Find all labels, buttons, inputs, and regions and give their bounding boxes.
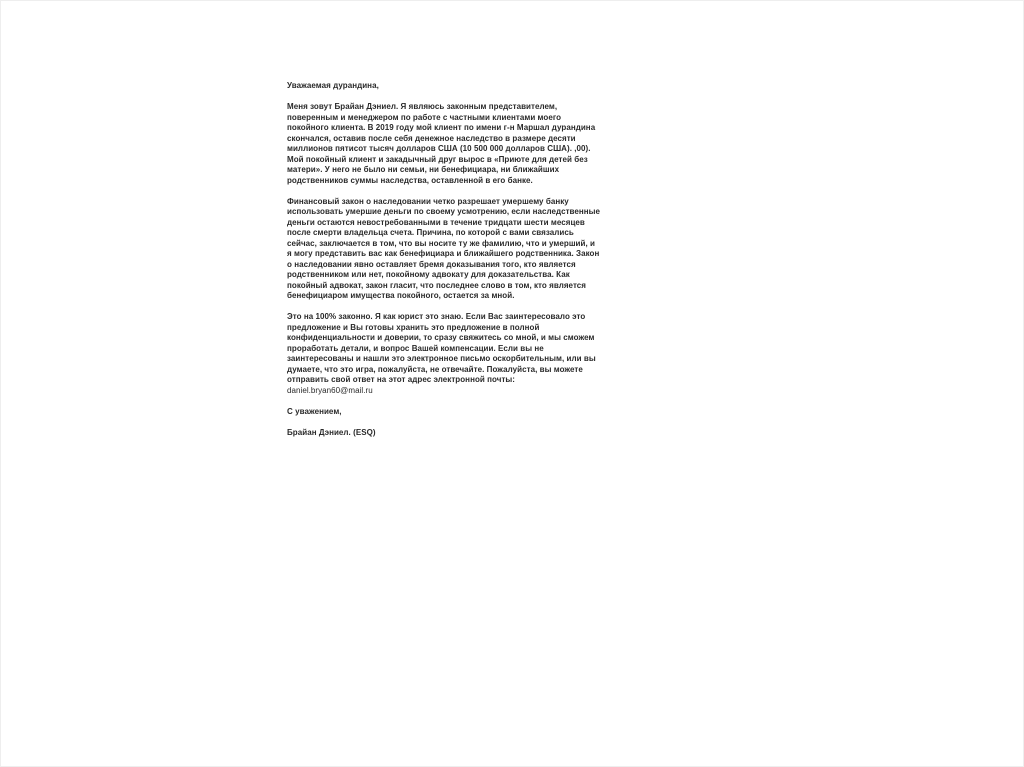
letter-body [287, 81, 637, 449]
letter-paragraph-3 [287, 312, 637, 396]
letter-paragraph-3-text: Это на 100% законно. Я как юрист это знаю. Если Вас заинтересовало это предложение и Вы готовы хранить это предложение в полной конфиденциальности и доверии, то сразу свяжитесь со мной, и мы сможем проработать детали, и вопрос Вашей компенсации. Если вы не заинтересованы и нашли это электронное письмо оскорбительным, или вы думаете, что это игра, пожалуйста, не отвечайте. Пожалуйста, вы можете отправить свой ответ на этот адрес электронной почты: [287, 312, 596, 384]
letter-closing: С уважением, [287, 406, 342, 416]
letter-paragraph-2: Финансовый закон о наследовании четко разрешает умершему банку использовать умершие деньги по своему усмотрению, если наследственные деньги остаются невостребованными в течение тридцати шести месяцев после смерти владельца счета. Причина, по которой с вами связались сейчас, заключается в том, что вы носите ту же фамилию, что и умерший, и я могу представить вас как бенефициара и ближайшего родственника. Закон о наследовании явно оставляет бремя доказывания того, кто является родственником или нет, покойному адвокату для доказательства. Как покойный адвокат, закон гласит, что последнее слово в том, кто является бенефициаром имущества покойного, остается за мной. [287, 196, 601, 300]
contact-email: daniel.bryan60@mail.ru [287, 385, 373, 395]
letter-paragraph-1: Меня зовут Брайан Дэниел. Я являюсь законным представителем, поверенным и менеджером по работе с частными клиентами моего покойного клиента. В 2019 году мой клиент по имени г-н Маршал дурандина скончался, оставив после себя денежное наследство в размере десяти миллионов пятисот тысяч долларов США (10 500 000 долларов США). ,00). Мой покойный клиент и закадычный друг вырос в «Приюте для детей без матери». У него не было ни семьи, ни бенефициара, ни ближайших родственников суммы наследства, оставленной в его банке. [287, 102, 596, 185]
letter-greeting: Уважаемая дурандина, [287, 81, 379, 90]
letter-signature: Брайан Дэниел. (ESQ) [287, 427, 376, 437]
